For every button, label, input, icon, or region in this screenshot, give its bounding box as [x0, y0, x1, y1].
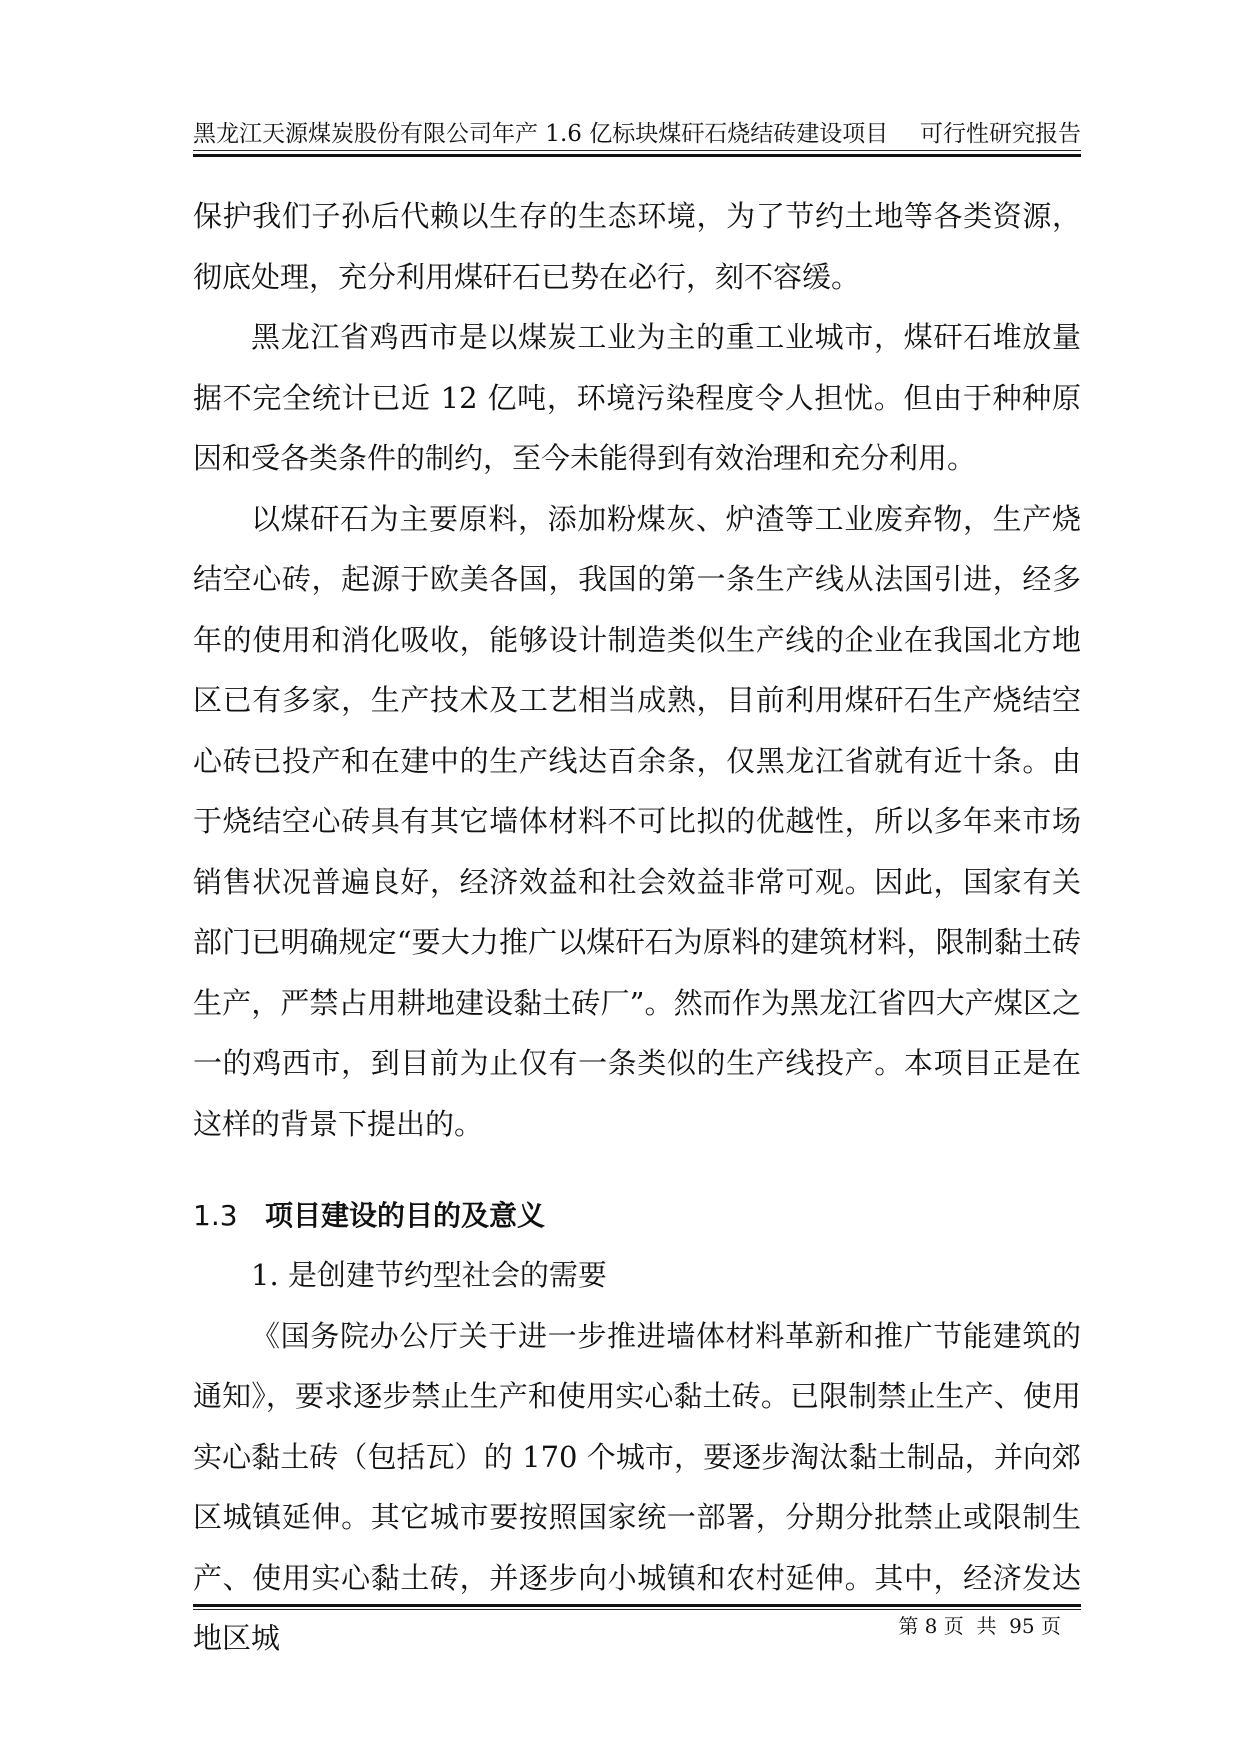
footer-rule-thin — [193, 1609, 1081, 1610]
section-heading — [193, 1187, 1081, 1245]
section-title: 项目建设的目的及意义 — [265, 1199, 546, 1232]
header-rule-thin — [193, 150, 1081, 151]
header-rule-thick — [193, 154, 1081, 157]
paragraph-jixi-coal-gangue: 黑龙江省鸡西市是以煤炭工业为主的重工业城市，煤矸石堆放量据不完全统计已近 12 亿吨，环境污染程度令人担忧。但由于种种原因和受各类条件的制约，至今未能得到有效治理和充分利用。 — [193, 320, 1081, 475]
footer-rule-thick — [193, 1604, 1081, 1607]
paragraph-background: 以煤矸石为主要原料，添加粉煤灰、炉渣等工业废弃物，生产烧结空心砖，起源于欧美各国，我国的第一条生产线从法国引进，经多年的使用和消化吸收，能够设计制造类似生产线的企业在我国北方地区已有多家，生产技术及工艺相当成熟，目前利用煤矸石生产烧结空心砖已投产和在建中的生产线达百余条，仅黑龙江省就有近十条。由于烧结空心砖具有其它墙体材料不可比拟的优越性，所以多年来市场销售状况普遍良好，经济效益和社会效益非常可观。因此，国家有关部门已明确规定“要大力推广以煤矸石为原料的建筑材料，限制黏土砖生产，严禁占用耕地建设黏土砖厂”。然而作为黑龙江省四大产煤区之一的鸡西市，到目前为止仅有一条类似的生产线投产。本项目正是在这样的背景下提出的。 — [193, 501, 1081, 1141]
page-header — [193, 114, 1081, 154]
header-report-type: 可行性研究报告 — [920, 121, 1081, 147]
paragraph-state-council-notice: 《国务院办公厅关于进一步推进墙体材料革新和推广节能建筑的通知》，要求逐步禁止生产和使用实心黏土砖。已限制禁止生产、使用实心黏土砖（包括瓦）的 170 个城市，要逐步淘汰黏土制品，并向郊区城镇延伸。其它城市要按照国家统一部署，分期分批禁止或限制生产、使用实心黏土砖，并逐步向小城镇和农村延伸。其中，经济发达地区城 — [193, 1318, 1081, 1655]
paragraph-continued: 保护我们子孙后代赖以生存的生态环境，为了节约土地等各类资源，彻底处理，充分利用煤矸石已势在必行，刻不容缓。 — [193, 199, 1081, 294]
document-body — [193, 186, 1081, 1669]
subheading: 1. 是创建节约型社会的需要 — [251, 1258, 607, 1292]
header-project-title: 黑龙江天源煤炭股份有限公司年产 1.6 亿标块煤矸石烧结砖建设项目 — [193, 121, 889, 147]
section-number: 1.3 — [193, 1199, 238, 1232]
page-number: 第 8 页 共 95 页 — [898, 1614, 1061, 1638]
